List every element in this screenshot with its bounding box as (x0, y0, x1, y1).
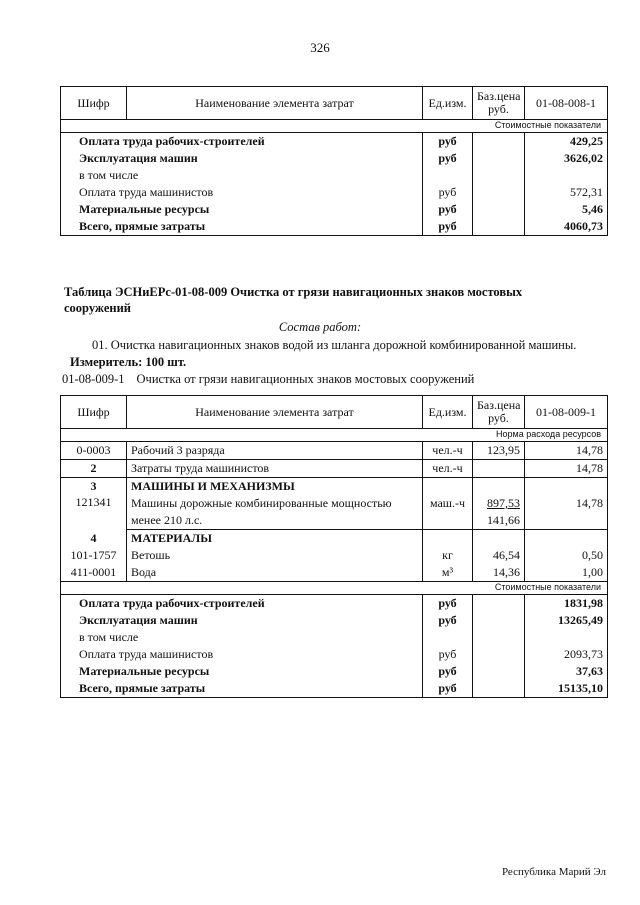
row-base-price: 897,53 (487, 496, 520, 510)
cost-row (61, 150, 608, 167)
row-value: 14,78 (525, 460, 608, 478)
row-code: 101-1757 (61, 547, 127, 564)
cost-row (61, 201, 608, 218)
cost-name: Оплата труда рабочих-строителей (61, 133, 423, 151)
cost-row (61, 646, 608, 663)
group-code: 3 (61, 478, 127, 496)
cost-row (61, 184, 608, 201)
cost-base-empty (473, 612, 525, 629)
cost-base-empty (473, 184, 525, 201)
cost-value: 3626,02 (525, 150, 608, 167)
cost-value: 37,63 (525, 663, 608, 680)
cost-value: 4060,73 (525, 218, 608, 236)
table-row (61, 495, 608, 512)
cost-base-empty (473, 167, 525, 184)
cost-name: Материальные ресурсы (61, 201, 423, 218)
cost-unit: руб (423, 612, 473, 629)
row-code: 411-0001 (61, 564, 127, 582)
cost-table-01-08-009 (60, 395, 608, 698)
cost-name: Всего, прямые затраты (61, 680, 423, 698)
cost-unit: руб (423, 201, 473, 218)
rate-code-description: Очистка от грязи навигационных знаков мостовых сооружений (136, 372, 475, 386)
cost-value: 13265,49 (525, 612, 608, 629)
table-row (61, 460, 608, 478)
header-name: Наименование элемента затрат (127, 396, 423, 429)
section-label-costs: Стоимостные показатели (494, 582, 601, 592)
section-row (61, 582, 608, 595)
header-unit: Ед.изм. (423, 396, 473, 429)
cost-unit (423, 167, 473, 184)
table-title: Таблица ЭСНиЕРс-01-08-009 Очистка от грязи навигационных знаков мостовых сооружений (64, 285, 523, 315)
cost-value: 572,31 (525, 184, 608, 201)
cost-base-empty (473, 150, 525, 167)
cost-name: Оплата труда машинистов (61, 184, 423, 201)
cost-value (525, 629, 608, 646)
cost-value: 5,46 (525, 201, 608, 218)
cost-base-empty (473, 646, 525, 663)
cost-row (61, 680, 608, 698)
footer-region: Республика Марий Эл (501, 866, 606, 878)
cost-value: 429,25 (525, 133, 608, 151)
cost-row (61, 629, 608, 646)
cost-unit (423, 629, 473, 646)
row-base-price-secondary: 141,66 (473, 512, 525, 530)
cost-row (61, 218, 608, 236)
row-value: 14,78 (525, 495, 608, 512)
cost-unit: руб (423, 184, 473, 201)
cost-table-01-08-008 (60, 86, 608, 236)
header-base-price: Баз.цена руб. (473, 87, 525, 120)
row-code: 121341 (61, 495, 127, 530)
meter: Измеритель: 100 шт. (70, 355, 187, 369)
cost-base-empty (473, 629, 525, 646)
section-row (61, 429, 608, 442)
cost-unit: руб (423, 663, 473, 680)
cost-name: Эксплуатация машин (61, 150, 423, 167)
row-name: Рабочий 3 разряда (127, 442, 423, 460)
header-rate-code: 01-08-008-1 (525, 87, 608, 120)
rate-code-line (62, 372, 486, 387)
cost-base-empty (473, 133, 525, 151)
cost-name: Материальные ресурсы (61, 663, 423, 680)
cost-base-empty (473, 595, 525, 613)
cost-unit: руб (423, 218, 473, 236)
cost-value (525, 167, 608, 184)
row-name: Затраты труда машинистов (127, 460, 423, 478)
rate-code: 01-08-009-1 (62, 372, 125, 386)
row-unit: кг (423, 547, 473, 564)
row-code: 0-0003 (61, 442, 127, 460)
header-unit: Ед.изм. (423, 87, 473, 120)
cost-name: Всего, прямые затраты (61, 218, 423, 236)
cost-row (61, 595, 608, 613)
cost-unit: руб (423, 595, 473, 613)
row-base-price: 46,54 (473, 547, 525, 564)
row-value: 1,00 (525, 564, 608, 582)
cost-base-empty (473, 218, 525, 236)
cost-row (61, 612, 608, 629)
row-code: 2 (61, 460, 127, 478)
row-value: 14,78 (525, 442, 608, 460)
cost-base-empty (473, 680, 525, 698)
group-row (61, 530, 608, 548)
row-base-price: 123,95 (473, 442, 525, 460)
row-name: Машины дорожные комбинированные мощностью (131, 496, 392, 510)
header-base-price: Баз.цена руб. (473, 396, 525, 429)
cost-name: Оплата труда машинистов (61, 646, 423, 663)
header-name: Наименование элемента затрат (127, 87, 423, 120)
cost-base-empty (473, 663, 525, 680)
group-name: МАТЕРИАЛЫ (131, 531, 212, 545)
group-name: МАШИНЫ И МЕХАНИЗМЫ (131, 479, 295, 493)
cost-name: Эксплуатация машин (61, 612, 423, 629)
cost-row (61, 133, 608, 151)
cost-base-empty (473, 201, 525, 218)
cost-value: 15135,10 (525, 680, 608, 698)
group-code: 4 (61, 530, 127, 548)
row-unit: м³ (423, 564, 473, 582)
table-row-continued (61, 512, 608, 530)
cost-value: 1831,98 (525, 595, 608, 613)
cost-unit: руб (423, 150, 473, 167)
table-row (61, 564, 608, 582)
cost-unit: руб (423, 133, 473, 151)
section-row (61, 120, 608, 133)
row-unit: чел.-ч (423, 442, 473, 460)
section-label-resources: Норма расхода ресурсов (496, 429, 601, 439)
cost-name: в том числе (61, 629, 423, 646)
operation-description: 01. Очистка навигационных знаков водой из шланга дорожной комбинированной машины. (92, 338, 577, 352)
page-number: 326 (310, 40, 330, 55)
row-name-continued: менее 210 л.с. (127, 512, 423, 530)
row-base-price: 14,36 (473, 564, 525, 582)
cost-value: 2093,73 (525, 646, 608, 663)
row-unit: чел.-ч (423, 460, 473, 478)
row-base-price (473, 460, 525, 478)
table-row (61, 547, 608, 564)
row-value: 0,50 (525, 547, 608, 564)
cost-unit: руб (423, 646, 473, 663)
header-rate-code: 01-08-009-1 (525, 396, 608, 429)
table-header-row (61, 396, 608, 429)
header-code: Шифр (61, 396, 127, 429)
table-row (61, 442, 608, 460)
cost-name: в том числе (61, 167, 423, 184)
table-header-row (61, 87, 608, 120)
cost-row (61, 663, 608, 680)
header-code: Шифр (61, 87, 127, 120)
row-name: Вода (127, 564, 423, 582)
row-name: Ветошь (131, 548, 171, 562)
cost-row (61, 167, 608, 184)
row-unit: маш.-ч (423, 495, 473, 512)
composition-label: Состав работ: (278, 320, 362, 334)
group-row (61, 478, 608, 496)
cost-name: Оплата труда рабочих-строителей (61, 595, 423, 613)
cost-unit: руб (423, 680, 473, 698)
section-label-costs: Стоимостные показатели (494, 120, 601, 130)
